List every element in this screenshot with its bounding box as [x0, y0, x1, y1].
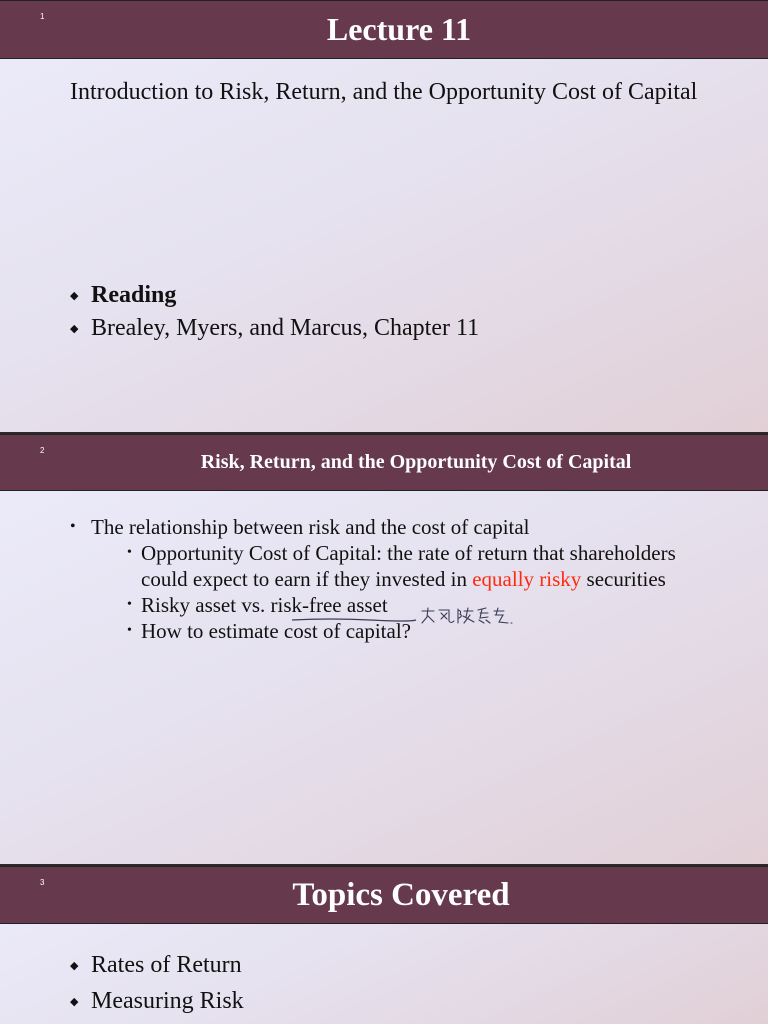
list-item-label: Brealey, Myers, and Marcus, Chapter 11	[91, 315, 480, 341]
list-item-label: Reading	[91, 282, 177, 308]
list-item	[70, 279, 479, 312]
list-item-label: Risky asset vs. risk-free asset	[141, 593, 388, 617]
diamond-bullet-icon: ◆	[70, 290, 79, 302]
slide-title-bar	[0, 866, 768, 924]
slide-subtitle: Introduction to Risk, Return, and the Opportunity Cost of Capital	[70, 79, 698, 105]
slide-number: 1	[40, 12, 45, 21]
handwritten-annotation	[418, 605, 514, 627]
list-item	[70, 983, 244, 1019]
diamond-bullet-icon: ◆	[70, 959, 79, 972]
slide-title: Risk, Return, and the Opportunity Cost of Capital	[200, 451, 632, 473]
handwritten-underline	[290, 617, 418, 623]
slide-number: 3	[40, 878, 45, 887]
bullet-list	[70, 279, 479, 345]
slide-title: Lecture 11	[326, 11, 472, 47]
list-item	[70, 312, 479, 345]
list-item	[70, 514, 676, 540]
slide-2	[0, 434, 768, 864]
slide-3	[0, 866, 768, 1024]
list-item-label: could expect to earn if they invested in	[141, 567, 473, 591]
slide-content	[70, 514, 676, 644]
list-item-label: How to estimate cost of capital?	[141, 619, 411, 643]
dot-bullet-icon: •	[127, 545, 132, 560]
slide-number: 2	[40, 446, 45, 455]
diamond-bullet-icon: ◆	[70, 995, 79, 1008]
bullet-list	[70, 947, 244, 1019]
list-item	[70, 540, 676, 592]
diamond-bullet-icon: ◆	[70, 323, 79, 335]
list-item-label: securities	[581, 567, 666, 591]
slide-title-bar	[0, 434, 768, 491]
dot-bullet-icon: •	[127, 623, 132, 638]
slide-title-bar	[0, 0, 768, 59]
list-item-label: Measuring Risk	[91, 987, 244, 1014]
list-item-label: Opportunity Cost of Capital: the rate of return that shareholders	[141, 541, 676, 565]
dot-bullet-icon: •	[127, 597, 132, 612]
dot-bullet-icon: •	[70, 518, 76, 535]
list-item-label: Rates of Return	[91, 951, 242, 978]
highlighted-text: equally risky	[472, 567, 582, 591]
list-item	[70, 592, 676, 618]
slide-1	[0, 0, 768, 432]
list-item-label: The relationship between risk and the cost of capital	[91, 514, 530, 539]
list-item	[70, 947, 244, 983]
slide-title: Topics Covered	[292, 876, 510, 913]
